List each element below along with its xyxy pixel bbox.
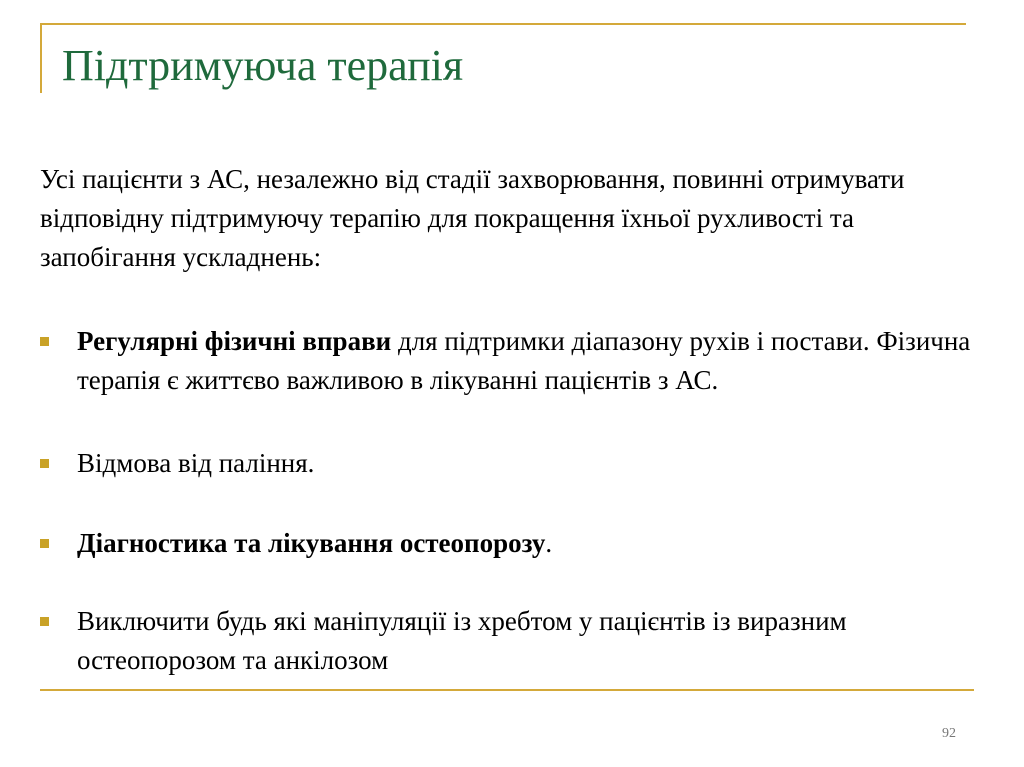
bullet-item-exercise — [40, 322, 980, 400]
bullet-bold-text: Регулярні фізичні вправи — [77, 326, 392, 356]
bottom-rule — [40, 689, 974, 691]
square-bullet-icon — [40, 617, 49, 626]
bullet-text: Виключити будь які маніпуляції із хребтом у пацієнтів із виразним остеопорозом та анкілозом — [77, 606, 847, 675]
top-rule — [40, 23, 966, 25]
square-bullet-icon — [40, 459, 49, 468]
bullet-bold-text: Діагностика та лікування остеопорозу — [77, 528, 546, 558]
square-bullet-icon — [40, 539, 49, 548]
bullet-item-osteoporosis — [40, 524, 980, 563]
left-rule — [40, 23, 42, 93]
square-bullet-icon — [40, 337, 49, 346]
bullet-text: Відмова від паління. — [77, 448, 315, 478]
bullet-list — [40, 322, 980, 724]
bullet-text: . — [545, 528, 553, 558]
intro-paragraph: Усі пацієнти з АС, незалежно від стадії захворювання, повинні отримувати відповідну підтримуючу терапію для покращення їхньої рухливості та запобігання ускладнень: — [40, 164, 905, 272]
slide-title: Підтримуюча терапія — [62, 41, 464, 90]
bullet-item-smoking — [40, 444, 980, 483]
page-number: 92 — [942, 726, 956, 741]
bullet-text: для підтримки діапазону рухів і постави. Фізична терапія є життєво важливою в лікуванні пацієнтів з АС. — [77, 326, 971, 395]
bullet-item-manipulation — [40, 602, 980, 680]
